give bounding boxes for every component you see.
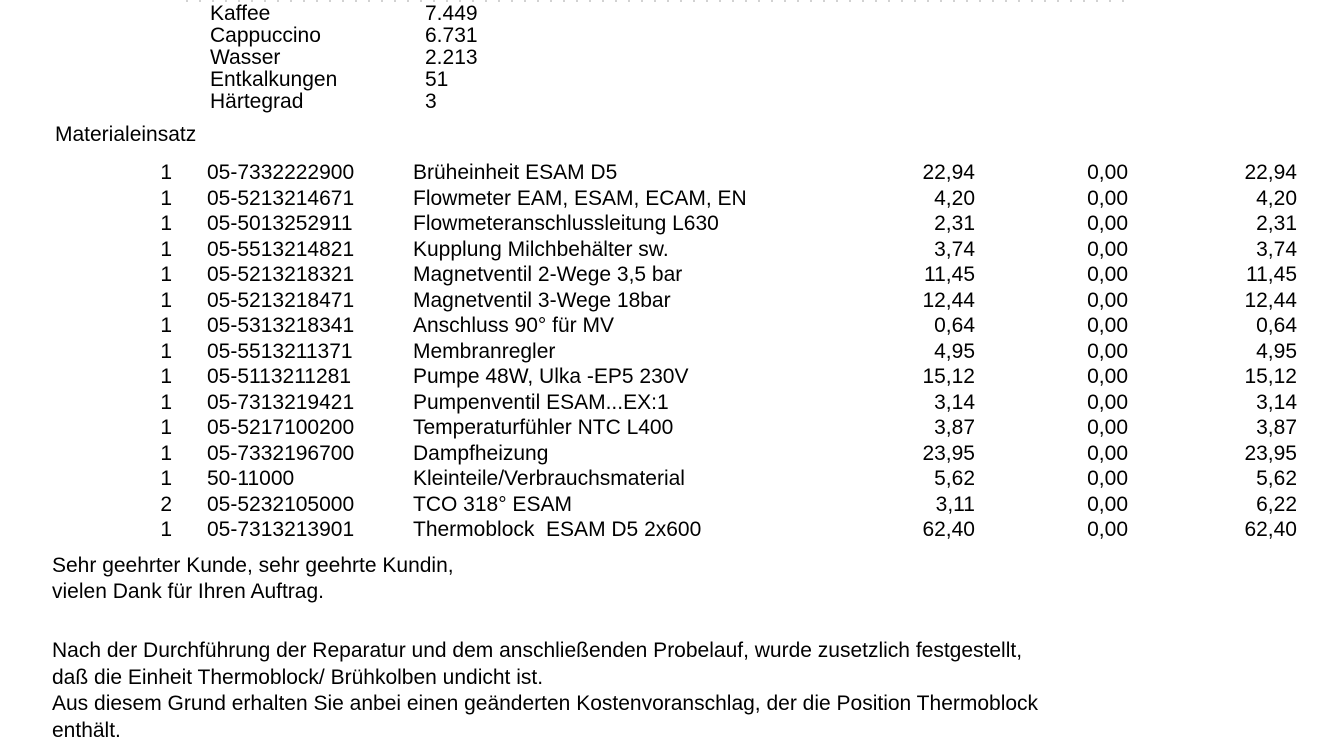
material-row [0, 288, 1297, 314]
quantity-cell: 1 [160, 416, 172, 439]
quantity-cell: 1 [160, 365, 172, 388]
quantity-cell: 1 [160, 237, 172, 261]
amount1-cell: 2,31 [934, 212, 975, 235]
quantity-cell: 1 [160, 441, 172, 465]
material-row [0, 517, 1297, 543]
amount2-cell: 0,00 [1087, 390, 1128, 414]
amount1-cell: 4,20 [934, 186, 975, 210]
amount3-cell: 5,62 [1256, 467, 1297, 490]
amount2-cell: 0,00 [1087, 339, 1128, 363]
amount3-cell: 22,94 [1244, 161, 1297, 184]
part-number-cell: 05-7313213901 [207, 518, 355, 541]
description-cell: Magnetventil 2-Wege 3,5 bar [413, 263, 683, 286]
part-number-cell: 05-7332222900 [207, 161, 355, 184]
note-line: Nach der Durchführung der Reparatur und dem anschließenden Probelauf, wurde zusetzlich festgestellt, [52, 639, 1023, 662]
amount1-cell: 5,62 [934, 467, 975, 490]
counter-label: Cappuccino [210, 24, 321, 47]
amount3-cell: 3,14 [1256, 390, 1297, 414]
description-cell: Anschluss 90° für MV [413, 314, 614, 337]
usage-counters-block [210, 3, 478, 113]
description-cell: Kleinteile/Verbrauchsmaterial [413, 467, 685, 490]
amount3-cell: 0,64 [1256, 314, 1297, 337]
amount1-cell: 23,95 [922, 441, 975, 465]
salutation-line: vielen Dank für Ihren Auftrag. [52, 580, 324, 603]
amount3-cell: 23,95 [1244, 441, 1297, 465]
amount1-cell: 22,94 [922, 161, 975, 184]
amount3-cell: 2,31 [1256, 212, 1297, 235]
amount2-cell: 0,00 [1087, 441, 1128, 465]
counter-value: 2.213 [425, 46, 478, 69]
material-row [0, 441, 1297, 467]
material-row [0, 415, 1297, 441]
description-cell: Magnetventil 3-Wege 18bar [413, 288, 671, 312]
material-row [0, 364, 1297, 390]
counter-row [210, 3, 478, 25]
material-row [0, 466, 1297, 492]
amount2-cell: 0,00 [1087, 314, 1128, 337]
part-number-cell: 50-11000 [207, 467, 295, 490]
amount1-cell: 0,64 [934, 314, 975, 337]
part-number-cell: 05-5213218471 [207, 288, 355, 312]
materials-table [0, 160, 1297, 543]
description-cell: Membranregler [413, 339, 556, 363]
amount2-cell: 0,00 [1087, 518, 1128, 541]
quantity-cell: 1 [160, 263, 172, 286]
amount2-cell: 0,00 [1087, 212, 1128, 235]
counter-label: Härtegrad [210, 90, 304, 113]
note-line: daß die Einheit Thermoblock/ Brühkolben undicht ist. [52, 665, 544, 689]
amount1-cell: 15,12 [922, 365, 975, 388]
amount1-cell: 62,40 [922, 518, 975, 541]
amount1-cell: 11,45 [924, 263, 975, 286]
amount2-cell: 0,00 [1087, 237, 1128, 261]
counter-value: 6.731 [425, 24, 478, 47]
counter-label: Entkalkungen [210, 68, 338, 91]
part-number-cell: 05-5513211371 [207, 339, 353, 363]
description-cell: Brüheinheit ESAM D5 [413, 161, 618, 184]
amount2-cell: 0,00 [1087, 416, 1128, 439]
amount3-cell: 4,95 [1256, 339, 1297, 363]
part-number-cell: 05-5213214671 [207, 186, 355, 210]
part-number-cell: 05-5013252911 [207, 212, 353, 235]
amount1-cell: 3,11 [935, 492, 975, 516]
description-cell: Thermoblock ESAM D5 2x600 [413, 518, 702, 541]
description-cell: Kupplung Milchbehälter sw. [413, 237, 669, 261]
salutation-paragraph [52, 553, 454, 605]
amount1-cell: 12,44 [922, 288, 975, 312]
description-cell: Pumpe 48W, Ulka -EP5 230V [413, 365, 689, 388]
quantity-cell: 1 [160, 467, 172, 490]
amount3-cell: 15,12 [1244, 365, 1297, 388]
amount3-cell: 3,74 [1256, 237, 1297, 261]
amount3-cell: 12,44 [1244, 288, 1297, 312]
quantity-cell: 1 [160, 314, 172, 337]
counter-row [210, 91, 478, 113]
quantity-cell: 1 [160, 161, 172, 184]
description-cell: Flowmeter EAM, ESAM, ECAM, EN [413, 186, 747, 210]
part-number-cell: 05-5313218341 [207, 314, 355, 337]
part-number-cell: 05-5213218321 [207, 263, 355, 286]
amount3-cell: 62,40 [1244, 518, 1297, 541]
material-row [0, 313, 1297, 339]
description-cell: Temperaturfühler NTC L400 [413, 416, 674, 439]
amount2-cell: 0,00 [1087, 365, 1128, 388]
amount2-cell: 0,00 [1087, 288, 1128, 312]
material-row [0, 186, 1297, 212]
material-row [0, 262, 1297, 288]
counter-label: Wasser [210, 46, 281, 69]
counter-row [210, 69, 478, 91]
quantity-cell: 1 [160, 390, 172, 414]
material-row [0, 160, 1297, 186]
counter-row [210, 25, 478, 47]
note-line: enthält. [52, 718, 121, 742]
amount1-cell: 4,95 [934, 339, 975, 363]
counter-label: Kaffee [210, 2, 271, 25]
part-number-cell: 05-5513214821 [207, 237, 355, 261]
amount2-cell: 0,00 [1087, 186, 1128, 210]
amount3-cell: 11,45 [1246, 263, 1297, 286]
clipped-text-remnant [186, 0, 1130, 2]
counter-value: 7.449 [425, 2, 478, 25]
amount1-cell: 3,87 [934, 416, 975, 439]
material-row [0, 211, 1297, 237]
section-title: Materialeinsatz [55, 123, 197, 146]
part-number-cell: 05-5217100200 [207, 416, 355, 439]
amount2-cell: 0,00 [1087, 492, 1128, 516]
material-row [0, 339, 1297, 365]
part-number-cell: 05-5232105000 [207, 492, 355, 516]
material-row [0, 237, 1297, 263]
counter-row [210, 47, 478, 69]
quantity-cell: 1 [160, 518, 172, 541]
counter-value: 3 [425, 90, 437, 113]
quantity-cell: 1 [160, 186, 172, 210]
description-cell: Dampfheizung [413, 441, 549, 465]
amount3-cell: 3,87 [1256, 416, 1297, 439]
description-cell: Flowmeteranschlussleitung L630 [413, 212, 719, 235]
part-number-cell: 05-7332196700 [207, 441, 355, 465]
quantity-cell: 1 [160, 212, 172, 235]
amount1-cell: 3,74 [934, 237, 975, 261]
note-paragraph [52, 638, 1038, 744]
salutation-line: Sehr geehrter Kunde, sehr geehrte Kundin, [52, 554, 454, 577]
note-line: Aus diesem Grund erhalten Sie anbei einen geänderten Kostenvoranschlag, der die Position Thermoblock [52, 692, 1039, 716]
description-cell: Pumpenventil ESAM...EX:1 [413, 390, 669, 414]
quantity-cell: 2 [160, 492, 172, 516]
quantity-cell: 1 [160, 339, 172, 363]
amount2-cell: 0,00 [1087, 467, 1128, 490]
amount2-cell: 0,00 [1087, 161, 1128, 184]
quantity-cell: 1 [160, 288, 172, 312]
amount1-cell: 3,14 [934, 390, 975, 414]
amount3-cell: 6,22 [1256, 492, 1297, 516]
material-row [0, 390, 1297, 416]
amount2-cell: 0,00 [1087, 263, 1128, 286]
amount3-cell: 4,20 [1256, 186, 1297, 210]
part-number-cell: 05-7313219421 [207, 390, 355, 414]
part-number-cell: 05-5113211281 [207, 365, 352, 388]
counter-value: 51 [425, 68, 449, 91]
material-row [0, 492, 1297, 518]
description-cell: TCO 318° ESAM [413, 492, 572, 516]
